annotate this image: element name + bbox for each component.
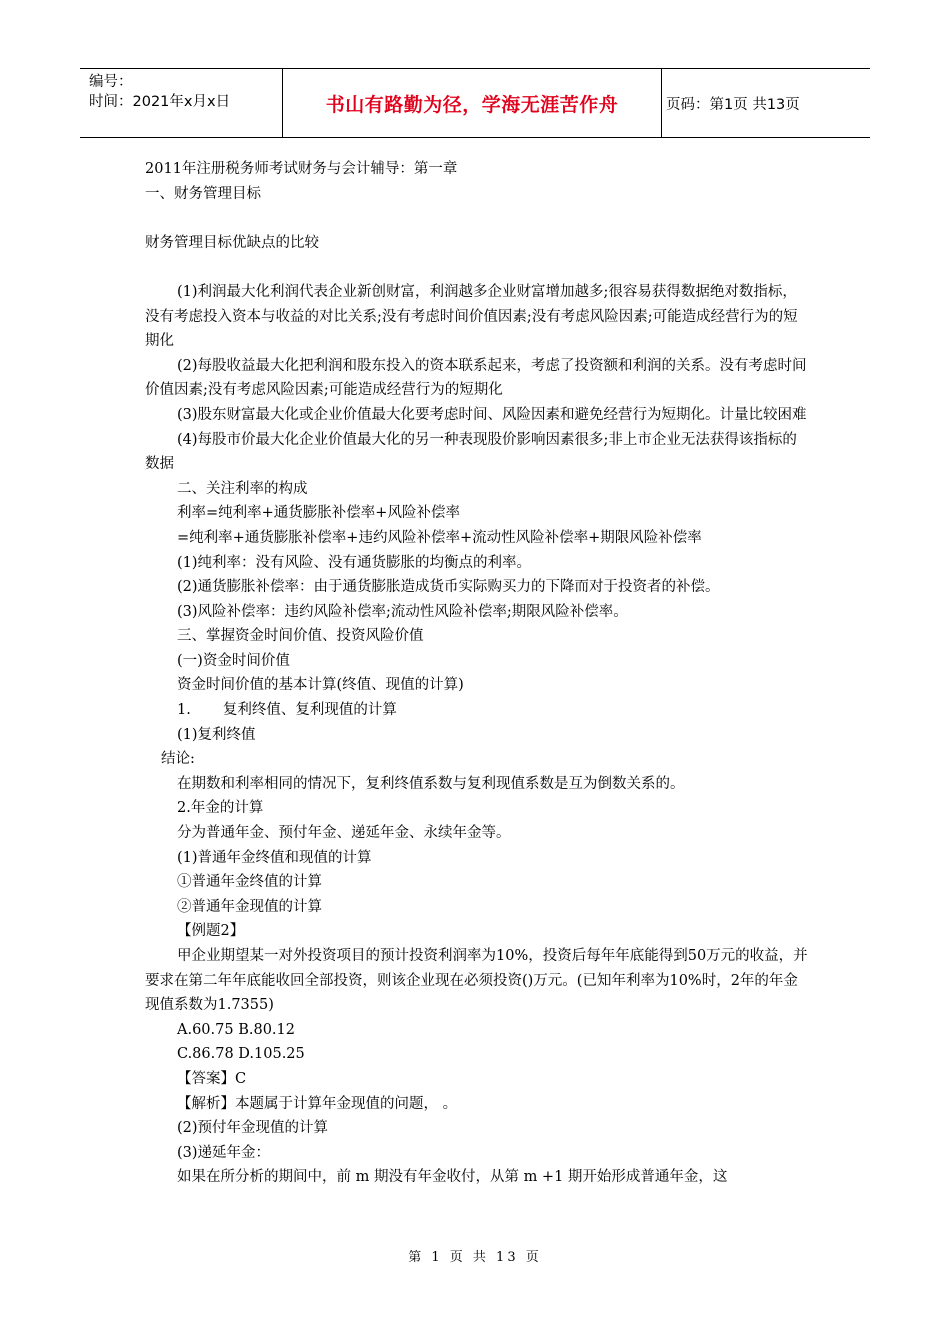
paragraph: (3)股东财富最大化或企业价值最大化要考虑时间、风险因素和避免经营行为短期化。计量比较困难 — [177, 406, 807, 423]
heading-text: 复利终值、复利现值的计算 — [222, 702, 397, 719]
page-footer: 第 1 页 共 13 页 — [408, 1250, 542, 1265]
motto: 书山有路勤为径，学海无涯苦作舟 — [325, 93, 619, 116]
section-heading: 二、关注利率的构成 — [177, 480, 308, 497]
list-item: ②普通年金现值的计算 — [177, 898, 322, 915]
header-motto-cell — [282, 69, 662, 137]
numbered-heading — [145, 698, 810, 723]
paragraph: (1)纯利率：没有风险、没有通货膨胀的均衡点的利率。 — [177, 554, 532, 571]
answer: 【答案】C — [177, 1070, 247, 1087]
document-body — [145, 157, 810, 1190]
page-header — [80, 68, 870, 138]
page-info: 页码：第1页 共13页 — [666, 96, 800, 113]
paragraph: (4)每股市价最大化企业价值最大化的另一种表现股价影响因素很多;非上市企业无法获得该指标的数据 — [145, 431, 797, 473]
list-item: ①普通年金终值的计算 — [177, 874, 322, 891]
options: A.60.75 B.80.12 — [177, 1021, 295, 1038]
subheading: 财务管理目标优缺点的比较 — [145, 234, 319, 251]
number-label: 编号： — [89, 74, 133, 90]
paragraph: 如果在所分析的期间中，前 m 期没有年金收付，从第 m +1 期开始形成普通年金，这 — [177, 1169, 728, 1186]
subheading: (1)普通年金终值和现值的计算 — [177, 849, 372, 866]
conclusion-label: 结论: — [161, 751, 195, 768]
formula: 利率=纯利率+通货膨胀补偿率+风险补偿率 — [177, 505, 460, 522]
time-label: 时间：2021年x月x日 — [89, 94, 231, 110]
subheading: (1)复利终值 — [177, 726, 256, 743]
subheading: 2.年金的计算 — [177, 800, 264, 817]
paragraph: (2)每股收益最大化把利润和股东投入的资本联系起来，考虑了投资额和利润的关系。没有考虑时间价值因素;没有考虑风险因素;可能造成经营行为的短期化 — [145, 357, 807, 399]
paragraph: (1)利润最大化利润代表企业新创财富，利润越多企业财富增加越多;很容易获得数据绝对数指标，没有考虑投入资本与收益的对比关系;没有考虑时间价值因素;没有考虑风险因素;可能造成经营行为的短期化 — [145, 283, 798, 350]
subheading: (3)递延年金： — [177, 1144, 271, 1161]
analysis: 【解析】本题属于计算年金现值的问题， 。 — [177, 1095, 458, 1112]
example-label: 【例题2】 — [177, 923, 245, 940]
formula: =纯利率+通货膨胀补偿率+违约风险补偿率+流动性风险补偿率+期限风险补偿率 — [177, 529, 702, 546]
heading-number: 1. — [177, 702, 191, 719]
options: C.86.78 D.105.25 — [177, 1046, 305, 1063]
paragraph: 分为普通年金、预付年金、递延年金、永续年金等。 — [177, 825, 511, 842]
paragraph: (2)通货膨胀补偿率：由于通货膨胀造成货币实际购买力的下降而对于投资者的补偿。 — [177, 579, 720, 596]
paragraph: 资金时间价值的基本计算(终值、现值的计算) — [177, 677, 464, 694]
section-heading: 三、掌握资金时间价值、投资风险价值 — [177, 628, 424, 645]
paragraph: (3)风险补偿率：违约风险补偿率;流动性风险补偿率;期限风险补偿率。 — [177, 603, 628, 620]
paragraph: 在期数和利率相同的情况下，复利终值系数与复利现值系数是互为倒数关系的。 — [177, 775, 685, 792]
subheading: (2)预付年金现值的计算 — [177, 1120, 329, 1137]
section-heading: 一、财务管理目标 — [145, 185, 261, 202]
header-meta — [80, 69, 282, 137]
header-page-info — [661, 69, 870, 137]
subheading: (一)资金时间价值 — [177, 652, 290, 669]
doc-title: 2011年注册税务师考试财务与会计辅导：第一章 — [145, 161, 458, 177]
example-text: 甲企业期望某一对外投资项目的预计投资利润率为10%，投资后每年年底能得到50万元的收益，并要求在第二年年底能收回全部投资，则该企业现在必须投资()万元。(已知年利率为10%时，2年的年金现值系数为1.7355) — [145, 948, 808, 1014]
